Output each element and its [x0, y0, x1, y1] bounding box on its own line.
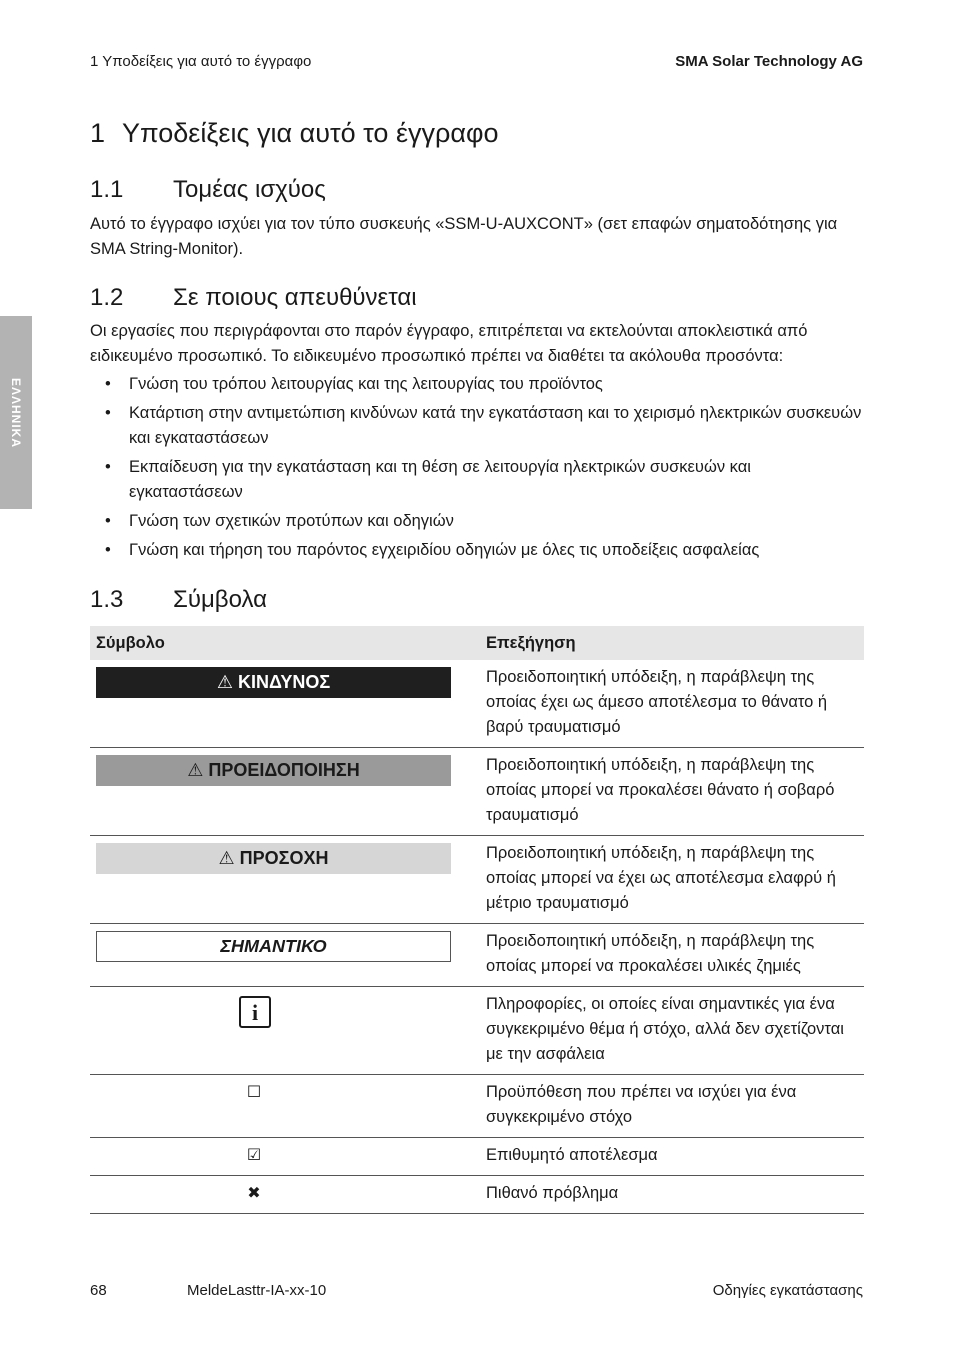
chapter-title	[90, 118, 498, 149]
page-number: 68	[90, 1282, 107, 1299]
section-title: Τομέας ισχύος	[173, 176, 326, 203]
caution-badge: ⚠ ΠΡΟΣΟΧΗ	[96, 843, 451, 874]
table-row	[90, 836, 864, 924]
section-heading-1-1	[90, 176, 326, 204]
document-id: MeldeLasttr-IA-xx-10	[187, 1282, 327, 1299]
explanation-cell: Προειδοποιητική υπόδειξη, η παράβλεψη της οποίας μπορεί να προκαλέσει θάνατο ή σοβαρό τραυματισμό	[476, 748, 864, 836]
column-header-symbol: Σύμβολο	[90, 626, 476, 660]
warning-triangle-icon: ⚠	[216, 672, 234, 692]
chapter-title-text: Υποδείξεις για αυτό το έγγραφο	[122, 118, 499, 148]
warning-triangle-icon: ⚠	[218, 848, 235, 868]
bullet-icon: •	[105, 375, 111, 393]
explanation-cell: Προειδοποιητική υπόδειξη, η παράβλεψη της οποίας μπορεί να προκαλέσει υλικές ζημιές	[476, 924, 864, 987]
list-item: • Κατάρτιση στην αντιμετώπιση κινδύνων κατά την εγκατάσταση και το χειρισμό ηλεκτρικών συσκευών και εγκαταστάσεων	[90, 401, 864, 451]
table-row	[90, 748, 864, 836]
explanation-cell: Προϋπόθεση που πρέπει να ισχύει για ένα συγκεκριμένο στόχο	[476, 1075, 864, 1138]
section-title: Σύμβολα	[173, 586, 267, 613]
explanation-cell: Πιθανό πρόβλημα	[476, 1176, 864, 1214]
table-row	[90, 987, 864, 1075]
section-heading-1-3	[90, 586, 267, 614]
bullet-icon: •	[105, 404, 111, 422]
checkbox-empty-icon: ☐	[246, 1084, 262, 1101]
explanation-cell: Πληροφορίες, οι οποίες είναι σημαντικές για ένα συγκεκριμένο θέμα ή στόχο, αλλά δεν σχετίζονται με την ασφάλεια	[476, 987, 864, 1075]
table-row	[90, 1176, 864, 1214]
document-type: Οδηγίες εγκατάστασης	[712, 1282, 863, 1299]
section-heading-1-2	[90, 284, 417, 312]
checkbox-checked-icon: ☑	[246, 1147, 262, 1164]
list-item: • Γνώση των σχετικών προτύπων και οδηγιών	[90, 509, 864, 534]
list-item: • Γνώση και τήρηση του παρόντος εγχειριδίου οδηγιών με όλες τις υποδείξεις ασφαλείας	[90, 538, 864, 563]
list-item: • Εκπαίδευση για την εγκατάσταση και τη θέση σε λειτουργία ηλεκτρικών συσκευών και εγκαταστάσεων	[90, 455, 864, 505]
chapter-number: 1	[90, 118, 106, 148]
danger-badge: ⚠ ΚΙΝΔΥΝΟΣ	[96, 667, 451, 698]
audience-paragraph: Οι εργασίες που περιγράφονται στο παρόν έγγραφο, επιτρέπεται να εκτελούνται αποκλειστικά από ειδικευμένο προσωπικό. Το ειδικευμένο προσωπικό πρέπει να διαθέτει τα ακόλουθα προσόντα:	[90, 322, 808, 365]
table-row	[90, 1138, 864, 1176]
section-number: 1.1	[90, 176, 124, 203]
table-header-row	[90, 626, 864, 660]
language-side-tab-label: ΕΛΛΗΝΙΚΑ	[9, 377, 23, 448]
table-row	[90, 1075, 864, 1138]
running-header-section: 1 Υποδείξεις για αυτό το έγγραφο	[90, 53, 312, 70]
running-header-company: SMA Solar Technology AG	[675, 53, 863, 70]
explanation-cell: Επιθυμητό αποτέλεσμα	[476, 1138, 864, 1176]
symbols-table	[90, 626, 864, 1214]
bullet-icon: •	[105, 458, 111, 476]
section-title: Σε ποιους απευθύνεται	[173, 284, 417, 311]
section-number: 1.2	[90, 284, 124, 311]
notice-badge: ΣΗΜΑΝΤΙΚΟ	[96, 931, 451, 962]
table-row	[90, 660, 864, 748]
bullet-icon: •	[105, 512, 111, 530]
list-item: • Γνώση του τρόπου λειτουργίας και της λειτουργίας του προϊόντος	[90, 372, 864, 397]
bullet-icon: •	[105, 541, 111, 559]
explanation-cell: Προειδοποιητική υπόδειξη, η παράβλεψη της οποίας έχει ως άμεσο αποτέλεσμα το θάνατο ή βαρύ τραυματισμό	[476, 660, 864, 748]
qualifications-list	[90, 372, 864, 567]
scope-paragraph: Αυτό το έγγραφο ισχύει για τον τύπο συσκευής «SSM-U-AUXCONT» (σετ επαφών σηματοδότησης για SMA String-Monitor).	[90, 215, 838, 258]
explanation-cell: Προειδοποιητική υπόδειξη, η παράβλεψη της οποίας μπορεί να έχει ως αποτέλεσμα ελαφρύ ή μέτριο τραυματισμό	[476, 836, 864, 924]
section-number: 1.3	[90, 586, 124, 613]
language-side-tab	[0, 316, 32, 509]
info-icon: i	[239, 996, 271, 1028]
warning-badge: ⚠ ΠΡΟΕΙΔΟΠΟΙΗΣΗ	[96, 755, 451, 786]
cross-icon: ✖	[247, 1185, 261, 1202]
warning-triangle-icon: ⚠	[187, 760, 204, 780]
table-row	[90, 924, 864, 987]
column-header-explanation: Επεξήγηση	[476, 626, 864, 660]
